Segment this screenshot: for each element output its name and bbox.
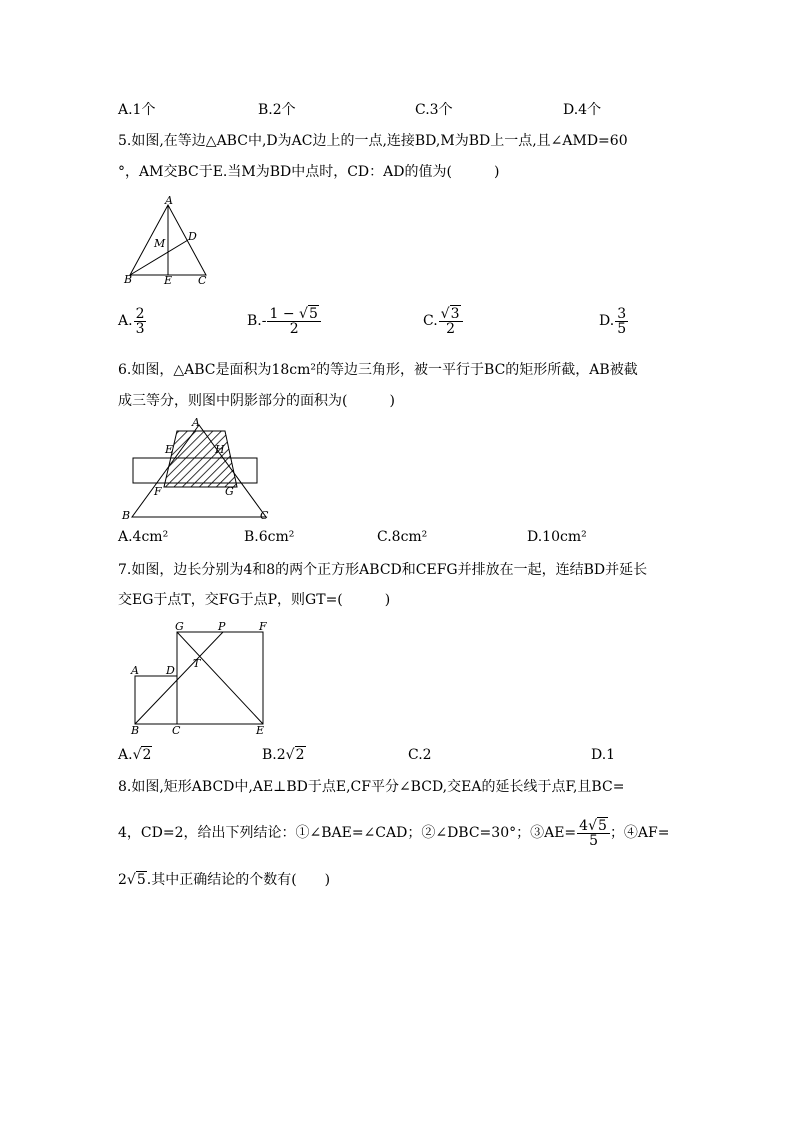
q6-label-e: E: [165, 443, 174, 456]
q6-label-b: B: [122, 509, 131, 522]
q6-text-line2: 成三等分，则图中阴影部分的面积为( ): [118, 393, 395, 409]
q6-label-f: F: [154, 485, 162, 498]
q4-option-d: D.4个: [563, 102, 602, 118]
q7-label-d: D: [166, 664, 175, 677]
q5-option-c: C. $\frac{√3}{2}$: [423, 300, 463, 342]
q7-label-t: T: [193, 657, 201, 670]
q7-text-line1: 7.如图，边长分别为4和8的两个正方形ABCD和CEFG并排放在一起，连结BD并延长: [118, 562, 648, 578]
q7-label-e: E: [256, 724, 265, 737]
q8-text-line3: 2√5.其中正确结论的个数有( ): [118, 872, 331, 888]
q7-label-g: G: [175, 620, 184, 633]
q7-option-a: A.√2: [118, 747, 152, 763]
q6-label-h: H: [215, 443, 225, 456]
q5-option-a: A. $\frac{2}{3}$: [118, 305, 145, 337]
q7-label-p: P: [218, 620, 226, 633]
q6-option-a: A.4cm²: [118, 529, 169, 545]
q5-figure: [120, 195, 220, 290]
q4-option-c: C.3个: [415, 102, 453, 118]
q8-text-line2: 4，CD=2，给出下列结论：①∠BAE=∠CAD；②∠DBC=30°；③AE= $\frac{4√5}{5}$ ；④AF=: [118, 817, 670, 849]
q6-option-d: D.10cm²: [527, 529, 587, 545]
q5-option-b: B.- $\frac{1 - √5}{2}$: [247, 300, 321, 342]
q6-label-c: C: [260, 509, 269, 522]
q6-text-line1: 6.如图，△ABC是面积为18cm²的等边三角形，被一平行于BC的矩形所截，AB被截: [118, 362, 638, 378]
q7-option-b: B.2√2: [262, 747, 305, 763]
q7-option-d: D.1: [591, 747, 616, 763]
q6-figure: [118, 415, 278, 525]
q6-label-g: G: [225, 485, 234, 498]
q5-label-d: D: [188, 230, 197, 243]
q7-label-b: B: [131, 724, 140, 737]
q7-text-line2: 交EG于点T，交FG于点P，则GT=( ): [118, 592, 391, 608]
q7-label-c: C: [172, 724, 181, 737]
q6-label-a: A: [192, 416, 200, 429]
q5-label-c: C: [198, 274, 207, 287]
q5-text-line1: 5.如图,在等边△ABC中,D为AC边上的一点,连接BD,M为BD上一点,且∠AMD=60: [118, 133, 628, 149]
q4-option-a: A.1个: [118, 102, 156, 118]
q4-option-b: B.2个: [258, 102, 296, 118]
q6-option-c: C.8cm²: [377, 529, 428, 545]
q7-label-a: A: [131, 664, 139, 677]
q5-option-d: D. $\frac{3}{5}$: [599, 305, 627, 337]
q7-label-f: F: [259, 620, 267, 633]
q5-label-e: E: [164, 274, 173, 287]
q7-figure: [125, 618, 275, 736]
q5-label-b: B: [124, 273, 133, 286]
q5-text-line2: °，AM交BC于E.当M为BD中点时，CD：AD的值为( ): [118, 164, 500, 180]
q5-label-a: A: [165, 194, 173, 207]
q8-text-line1: 8.如图,矩形ABCD中,AE⊥BD于点E,CF平分∠BCD,交EA的延长线于点F,且BC=: [118, 779, 625, 795]
q6-option-b: B.6cm²: [244, 529, 295, 545]
q5-label-m: M: [154, 237, 166, 250]
q7-option-c: C.2: [408, 747, 432, 763]
